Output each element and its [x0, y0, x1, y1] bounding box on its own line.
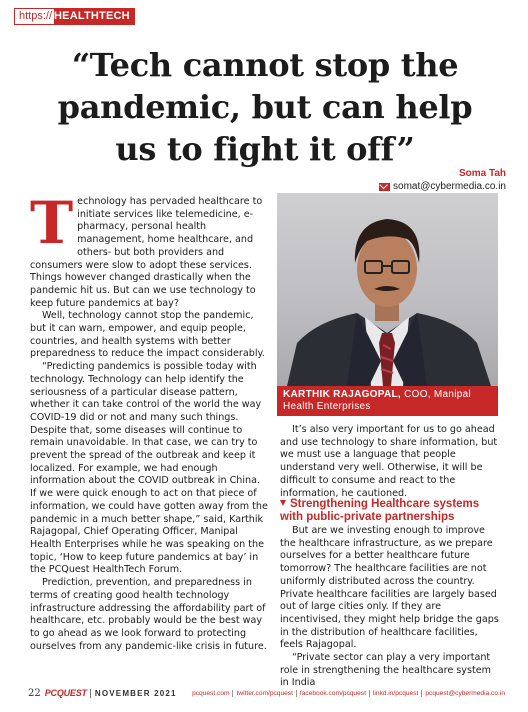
triangle-bullet-icon: [280, 500, 286, 506]
article-right-column-top: [280, 424, 500, 500]
author-name: Soma Tah: [458, 168, 506, 179]
footer-link[interactable]: pcquest@cybermedia.co.in: [421, 690, 508, 697]
footer-link[interactable]: twitter.com/pcquest: [232, 690, 295, 697]
caption-name: KARTHIK RAJAGOPAL,: [283, 389, 401, 400]
drop-cap: T: [30, 189, 74, 257]
footer-link[interactable]: linkd.in/pcquest: [369, 690, 421, 697]
byline: [379, 168, 506, 193]
caption-role: COO, Manipal Health Enterprises: [283, 389, 472, 412]
article-left-column: [30, 189, 268, 653]
body-paragraph: It’s also very important for us to go ahead and use technology to share information, but we must use a language that people understand very well. Otherwise, it will be difficult to consume and react to the information, he cautioned.: [280, 424, 498, 499]
body-paragraph: Well, technology cannot stop the pandemic, but it can warn, empower, and equip people, countries, and health systems with better preparedness to reduce the impact considerably.: [30, 310, 265, 360]
author-email-row: [379, 180, 506, 193]
headline: “Tech cannot stop the pandemic, but can help us to fight it off”: [57, 46, 473, 168]
body-paragraph: “Private sector can play a very important role in strengthening the healthcare system in India: [280, 652, 491, 689]
body-paragraph: But are we investing enough to improve the healthcare infrastructure, as we prepare ourselves for a better healthcare future tomorrow? The healthcare facilities are not uniformly distributed across the country. Private healthcare facilities are largely based out of large cities only. If they are incentivised, they might help bridge the gaps in the distribution of healthcare facilities, feels Rajagopal.: [280, 525, 499, 651]
mail-icon: [379, 183, 390, 191]
body-paragraph: Prediction, prevention, and preparedness in terms of creating good health technology infrastructure addressing the affordability part of healthcare, etc. probably would be the best way to go ahead as we look forward to protecting ourselves from any pandemic-like crisis in future.: [30, 577, 267, 652]
subheading-text: Strengthening Healthcare systems with public-private partnerships: [280, 498, 480, 523]
body-paragraph: “Predicting pandemics is possible today with technology. Technology can help identify the seriousness of a particular disease pattern, whether it can take control of the world the way COVID-19 did or not and many such things. Despite that, some diseases will continue to remain unavoidable. In that case, we can try to prevent the spread of the outbreak and keep it localized. For example, we had enough information about the COVID outbreak in China. If we were quick enough to act on that piece of information, we could have gotten away from the pandemic in a much better shape,” said, Karthik Rajagopal, Chief Operating Officer, Manipal Health Enterprises while he was speaking on the topic, ‘How to keep future pandemics at bay’ in the PCQuest HealthTech Forum.: [30, 361, 268, 576]
intro-paragraph: [30, 189, 268, 310]
page-footer: [28, 686, 508, 700]
magazine-logo: PCQUEST: [44, 688, 87, 698]
issue-date: NOVEMBER 2021: [90, 689, 177, 698]
footer-link[interactable]: pcquest.com: [192, 689, 230, 697]
section-tag-prefix: https://: [15, 9, 54, 24]
article-right-column-bottom: [280, 525, 500, 690]
portrait-photo: [277, 193, 498, 386]
intro-text: echnology has pervaded healthcare to initiate services like telemedicine, e-pharmacy, personal health management, home healthcare, and others- but both providers and consumers were slow to adopt these services. Things however changed drastically when the pandemic hit us. But can we use technology to keep future pandemics at bay?: [30, 196, 263, 309]
author-email[interactable]: somat@cybermedia.co.in: [393, 181, 506, 192]
footer-links: [189, 690, 508, 697]
subheading: [280, 498, 500, 524]
portrait-illustration: [277, 193, 498, 386]
page-number: 22: [28, 687, 41, 699]
section-tag-label: HEALTHTECH: [54, 9, 134, 24]
section-tag: [14, 8, 135, 25]
photo-caption: [277, 386, 498, 416]
footer-link[interactable]: facebook.com/pcquest: [296, 690, 369, 697]
